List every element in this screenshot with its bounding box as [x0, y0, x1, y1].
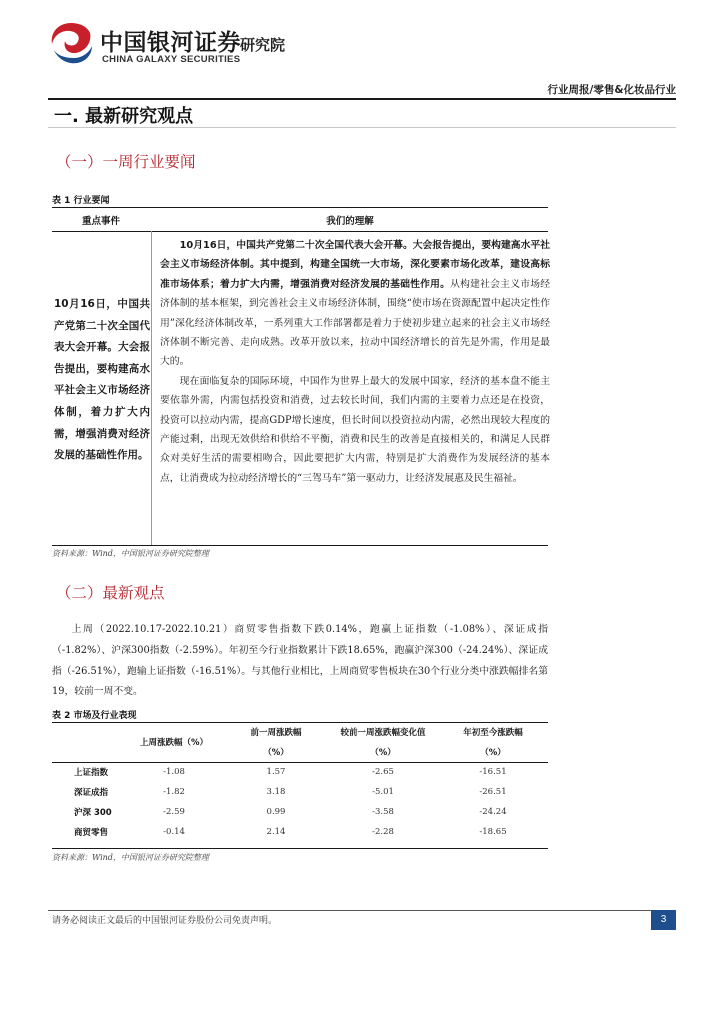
table-row: [52, 762, 548, 782]
galaxy-logo-icon: [48, 20, 94, 66]
table-cell: -24.24: [479, 807, 507, 817]
table-row: [52, 802, 548, 822]
table-cell: -2.65: [372, 767, 394, 778]
table-cell: -3.58: [372, 807, 394, 817]
row-label: 沪深 300: [74, 808, 112, 818]
subsection-title-news: （一）一周行业要闻: [56, 153, 196, 171]
table1-analysis-cell: [160, 236, 550, 488]
table2-source: 资料来源：Wind，中国银河证券研究院整理: [52, 853, 209, 862]
institute-label: 研究院: [240, 36, 286, 54]
row-label: 上证指数: [74, 768, 109, 779]
table1-column-divider: [151, 231, 152, 545]
brand-name-cn: 中国银河证券: [100, 30, 241, 56]
subsection-title-views: （二）最新观点: [56, 584, 165, 602]
table1-event-cell: 10月16日，中国共产党第二十次全国代表大会开幕。大会报告提出，要构建高水平社会主义市场经济体制，着力扩大内需，增强消费对经济发展的基础性作用。: [54, 298, 150, 462]
page-header: [48, 14, 676, 98]
table2-bottom-rule: [52, 848, 548, 849]
page-number: 3: [651, 910, 676, 930]
market-summary-paragraph: 上周（2022.10.17-2022.10.21）商贸零售指数下跌0.14%，跑赢上证指数（-1.08%）、深证成指（-1.82%）、沪深300指数（-2.59%）。年初至今行业指数累计下跌18.65%，跑赢沪深300（-24.24%）、深证成指（-26.51%），跑输上证指数（-16.51%）。与其他行业相比，上周商贸零售板块在30个行业分类中涨跌幅排名第19，较前一周不变。: [52, 624, 548, 698]
section-divider: [48, 127, 676, 128]
analysis-paragraph-2: 现在面临复杂的国际环境，中国作为世界上最大的发展中国家，经济的基本盘不能主要依靠外需，内需包括投资和消费，过去较长时间，我们内需的主要着力点还是在投资，投资可以拉动内需，提高GDP增长速度，但长时间以投资拉动内需，必然出现较大程度的产能过剩，出现无效供给和供给不平衡，消费和民生的改善是直接相关的，和满足人民群众对美好生活的需要相吻合，因此要把扩大内需，特别是扩大消费作为发展经济的基本点，让消费成为拉动经济增长的“三驾马车”第一驱动力，让经济发展惠及民生福祉。: [160, 375, 550, 484]
table-cell: -0.14: [163, 827, 185, 837]
row-label: 深证成指: [74, 788, 109, 798]
table2-header-change: 较前一周涨跌幅变化值: [340, 728, 426, 738]
table-cell: -26.51: [479, 787, 507, 797]
table2-header-prev-week: 前一周涨跌幅: [250, 728, 302, 738]
brand-name-en: CHINA GALAXY SECURITIES: [102, 54, 241, 65]
row-label: 商贸零售: [74, 828, 109, 838]
table2-unit: （%）: [480, 747, 506, 758]
table-cell: -1.08: [163, 767, 185, 778]
table-cell: -18.65: [479, 827, 507, 837]
table-cell: 3.18: [266, 787, 286, 797]
table-cell: -16.51: [479, 767, 507, 778]
market-performance-table: [52, 722, 548, 842]
section-title: 一. 最新研究观点: [54, 106, 194, 127]
analysis-paragraph-1: [160, 236, 550, 372]
table-cell: 1.57: [266, 767, 286, 778]
table2-unit: （%）: [370, 747, 396, 758]
disclaimer-note: 请务必阅读正文最后的中国银河证券股份公司免责声明。: [52, 916, 278, 926]
table-cell: -2.59: [163, 807, 185, 817]
analysis-text: 从构建社会主义市场经济体制的基本框架，到完善社会主义市场经济体制，围绕“使市场在资源配置中起决定性作用”深化经济体制改革，一系列重大工作部署都是着力于使初步建立起来的社会主义市场经济体制不断完善、走向成熟。改革开放以来，拉动中国经济增长的首先是外需，作用是最大的。: [160, 278, 551, 368]
table2-unit: （%）: [263, 747, 289, 758]
table-cell: -1.82: [163, 787, 185, 797]
analysis-highlight: 10月16日，中国共产党第二十次全国代表大会开幕。大会报告提出，要构建高水平社会主义市场经济体制。其中提到，构建全国统一大市场，深化要素市场化改革，建设高标准市场体系；着力扩大内需，增强消费对经济发展的基础性作用。: [160, 240, 550, 290]
table1-header-rule: [52, 231, 548, 232]
table2-caption: 表 2 市场及行业表现: [52, 711, 137, 721]
table-row: [52, 822, 548, 842]
table-row: [52, 782, 548, 802]
table1-header-view: 我们的理解: [326, 216, 374, 227]
table-cell: 0.99: [266, 807, 286, 817]
table1-bottom-rule: [52, 545, 548, 546]
table1-source: 资料来源：Wind，中国银河证券研究院整理: [52, 549, 209, 558]
table2-header-weekly: 上周涨跌幅（%）: [139, 737, 209, 748]
header-divider: [48, 98, 676, 100]
table1-caption: 表 1 行业要闻: [52, 196, 110, 206]
table-cell: 2.14: [266, 827, 286, 837]
footer-divider: [48, 910, 676, 911]
table2-header-ytd: 年初至今涨跌幅: [463, 728, 523, 738]
table2-header-row: [52, 722, 548, 742]
report-category: 行业周报/零售&化妆品行业: [547, 84, 676, 96]
table-cell: -2.28: [372, 827, 394, 837]
table2-corner: [52, 722, 124, 762]
table1-top-rule: [52, 207, 548, 208]
table-cell: -5.01: [372, 787, 394, 797]
table1-header-event: 重点事件: [81, 216, 120, 227]
